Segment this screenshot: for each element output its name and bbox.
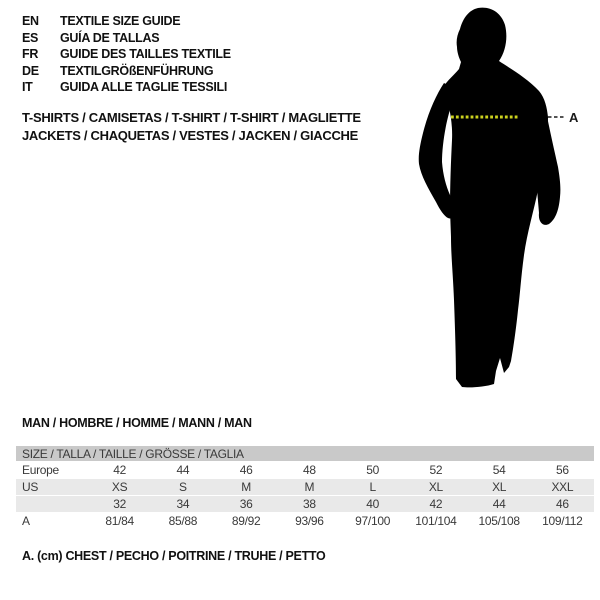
table-row-us-numeric [16,495,594,512]
language-code: ES [22,30,39,45]
size-cell: XXL [551,480,574,494]
size-cell: 48 [303,463,316,477]
size-table-header: SIZE / TALLA / TAILLE / GRÖSSE / TAGLIA [16,446,594,461]
category-tshirts: T-SHIRTS / CAMISETAS / T-SHIRT / T-SHIRT / MAGLIETTE [22,110,361,125]
size-cell: 32 [113,497,126,511]
language-list [22,13,231,96]
language-row-en [22,13,231,30]
size-cell: 34 [176,497,190,511]
size-cell: 109/112 [542,514,583,528]
language-code: FR [22,47,39,62]
size-cell: 38 [303,497,316,511]
language-label: TEXTILGRÖßENFÜHRUNG [60,63,214,78]
language-row-it [22,79,231,96]
size-cell: 89/92 [231,514,261,528]
size-cell: 36 [239,497,253,511]
size-cell: 52 [429,463,443,477]
size-cell: 97/100 [355,514,391,528]
row-label: A [22,514,30,528]
size-cell: L [369,480,376,494]
size-cell: 101/104 [415,514,457,528]
size-cell: 54 [492,463,506,477]
man-silhouette-svg [408,5,594,397]
man-left-arm-shape [419,83,456,218]
size-cell: 46 [556,497,569,511]
size-cell: 93/96 [295,514,324,528]
size-cell: 42 [429,497,443,511]
size-cell: 42 [113,463,126,477]
table-row-us [16,478,594,495]
section-title-man: MAN / HOMBRE / HOMME / MANN / MAN [22,416,252,430]
size-cell: 85/88 [168,514,198,528]
size-cell: 105/108 [478,514,520,528]
language-label: TEXTILE SIZE GUIDE [60,14,181,29]
measure-label-a: A [569,110,579,125]
category-jackets: JACKETS / CHAQUETAS / VESTES / JACKEN / GIACCHE [22,127,358,143]
size-cell: 46 [239,463,253,477]
table-row-chest-cm [16,512,594,529]
size-table [16,446,594,529]
size-cell: 50 [366,463,379,477]
size-cell: 44 [492,497,506,511]
size-cell: S [179,480,187,494]
language-row-fr [22,46,231,63]
row-label: US [22,480,39,494]
size-cell: 40 [366,497,379,511]
size-cell: 44 [176,463,190,477]
size-cell: XS [111,480,128,494]
language-row-es [22,30,231,47]
size-cell: M [241,480,251,494]
language-label: GUÍA DE TALLAS [60,30,160,45]
language-label: GUIDE DES TAILLES TEXTILE [60,47,231,62]
language-label: GUIDA ALLE TAGLIE TESSILI [60,80,228,95]
size-cell: M [304,480,315,494]
size-cell: XL [428,480,443,494]
language-code: EN [22,14,39,29]
language-code: IT [22,80,33,95]
table-row-europe [16,461,594,478]
size-cell: 56 [556,463,569,477]
measurement-footnote: A. (cm) CHEST / PECHO / POITRINE / TRUHE / PETTO [22,549,326,563]
size-cell: 81/84 [105,514,134,528]
man-silhouette-figure [408,5,594,397]
man-body-shape [443,8,548,388]
language-row-de [22,63,231,80]
row-label: Europe [22,463,59,477]
size-cell: XL [492,480,507,494]
language-code: DE [22,63,39,78]
garment-categories [22,109,361,144]
